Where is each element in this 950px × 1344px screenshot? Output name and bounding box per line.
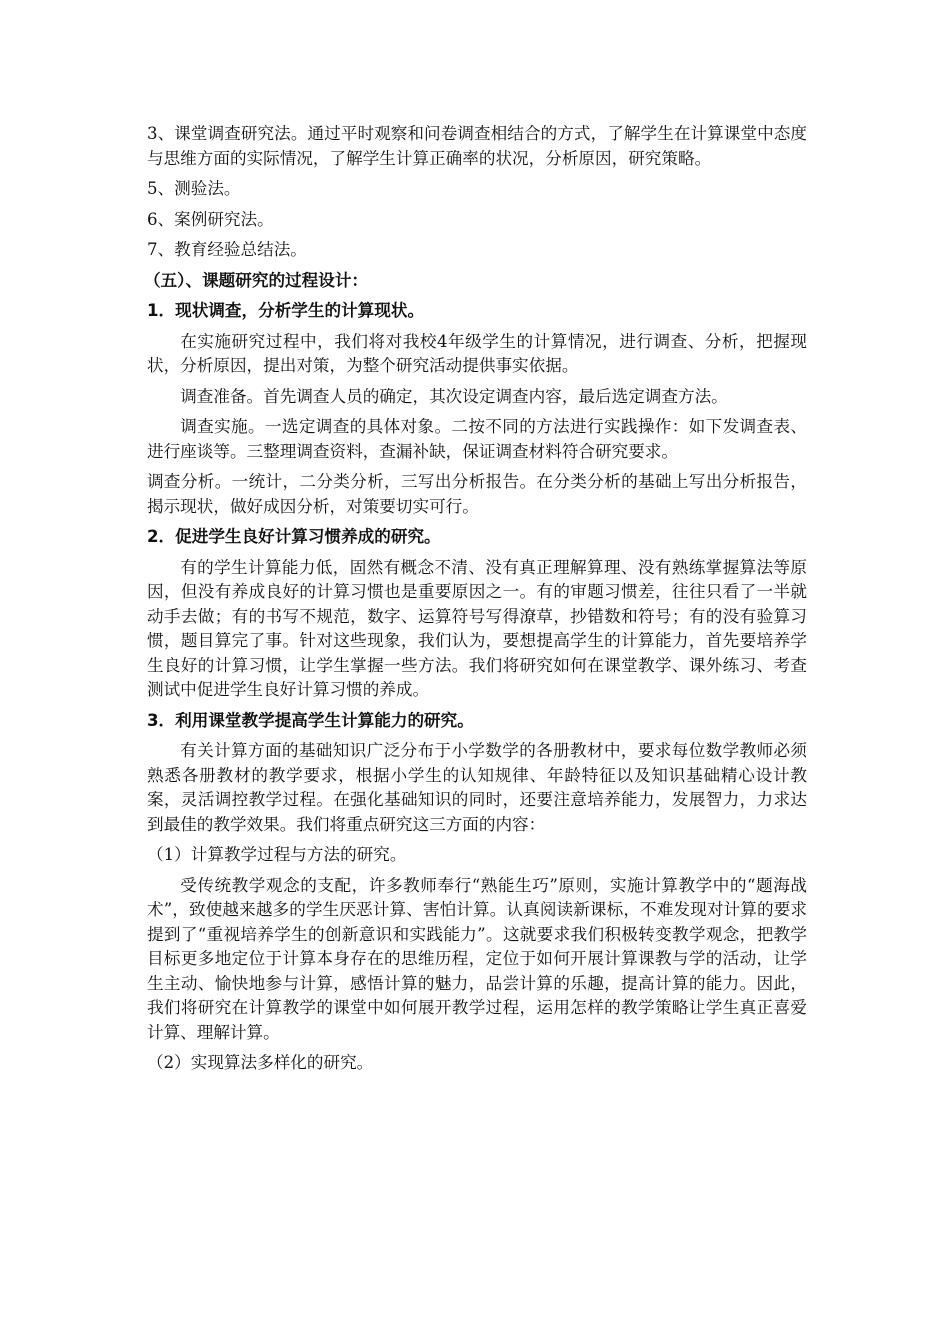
paragraph-survey-intro: 在实施研究过程中，我们将对我校4年级学生的计算情况，进行调查、分析，把握现状，分析原因，提出对策，为整个研究活动提供事实依据。	[147, 331, 807, 375]
paragraph-habits: 有的学生计算能力低，固然有概念不清、没有真正理解算理、没有熟练掌握算法等原因，但没有养成良好的计算习惯也是重要原因之一。有的审题习惯差，往往只看了一半就动手去做；有的书写不规范，数字、运算符号写得潦草，抄错数和符号；有的没有验算习惯，题目算完了事。针对这些现象，我们认为，要想提高学生的计算能力，首先要培养学生良好的计算习惯，让学生掌握一些方法。我们将研究如何在课堂教学、课外练习、考查测试中促进学生良好计算习惯的养成。	[147, 557, 807, 699]
paragraph-survey-analysis: 调查分析。一统计，二分类分析，三写出分析报告。在分类分析的基础上写出分析报告，揭示现状，做好成因分析，对策要切实可行。	[147, 472, 807, 516]
list-item-algorithm-diversity: （2）实现算法多样化的研究。	[147, 1053, 374, 1072]
paragraph-survey-implement: 调查实施。一选定调查的具体对象。二按不同的方法进行实践操作：如下发调查表、进行座谈等。三整理调查资料，查漏补缺，保证调查材料符合研究要求。	[147, 417, 807, 461]
section-heading-process-design: （五）、课题研究的过程设计：	[144, 270, 369, 290]
subheading-status-survey: 1．现状调查，分析学生的计算现状。	[147, 301, 425, 320]
paragraph-test-method: 5、测验法。	[147, 179, 241, 198]
paragraph-traditional-concepts: 受传统教学观念的支配，许多教师奉行“熟能生巧”原则，实施计算教学中的“题海战术”，致使越来越多的学生厌恶计算、害怕计算。认真阅读新课标，不难发现对计算的要求提到了“重视培养学生的创新意识和实践能力”。这就要求我们积极转变教学观念，把教学目标更多地定位于计算本身存在的思维历程，定位于如何开展计算课教与学的活动，让学生主动、愉快地参与计算，感悟计算的魅力，品尝计算的乐趣，提高计算的能力。因此，我们将研究在计算教学的课堂中如何展开教学过程，运用怎样的教学策略让学生真正喜爱计算、理解计算。	[147, 875, 807, 1042]
list-item-process-method: （1）计算教学过程与方法的研究。	[147, 845, 407, 864]
subheading-classroom: 3．利用课堂教学提高学生计算能力的研究。	[147, 710, 474, 730]
document-body	[144, 122, 807, 1082]
paragraph-classroom: 有关计算方面的基础知识广泛分布于小学数学的各册教材中，要求每位数学教师必须熟悉各册教材的教学要求，根据小学生的认知规律、年龄特征以及知识基础精心设计教案，灵活调控教学过程。在强化基础知识的同时，还要注意培养能力，发展智力，力求达到最佳的教学效果。我们将重点研究这三方面的内容：	[147, 741, 807, 834]
subheading-habits: 2．促进学生良好计算习惯养成的研究。	[147, 527, 441, 546]
paragraph-survey-prep: 调查准备。首先调查人员的确定，其次设定调查内容，最后选定调查方法。	[180, 386, 728, 406]
paragraph-case-method: 6、案例研究法。	[147, 209, 274, 229]
paragraph-experience-method: 7、教育经验总结法。	[147, 240, 307, 259]
paragraph-survey-method: 3、课堂调查研究法。通过平时观察和问卷调查相结合的方式，了解学生在计算课堂中态度与思维方面的实际情况，了解学生计算正确率的状况，分析原因，研究策略。	[147, 124, 807, 168]
